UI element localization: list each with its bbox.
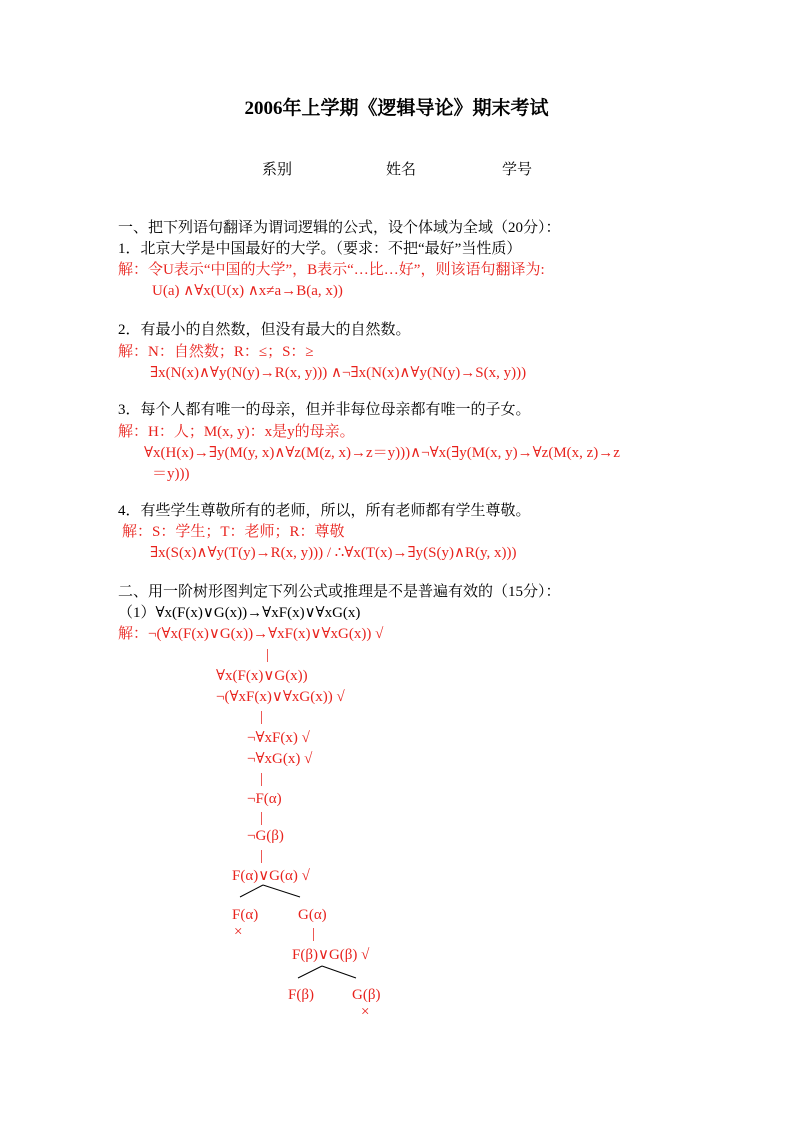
q4-question: 4．有些学生尊敬所有的老师，所以，所有老师都有学生尊敬。 (118, 503, 531, 519)
tree-node: ¬∀xG(x) √ (247, 751, 313, 767)
tree-node: ¬(∀xF(x)∨∀xG(x)) √ (216, 689, 345, 705)
branch-line-right (322, 966, 356, 978)
tree-root: 解：¬(∀x(F(x)∨G(x))→∀xF(x)∨∀xG(x)) √ (118, 626, 384, 642)
tree-branch-right: G(α) (298, 907, 327, 923)
tree-node: ¬F(α) (247, 791, 282, 807)
section2-heading: 二、用一阶树形图判定下列公式或推理是不是普遍有效的（15分）： (118, 584, 561, 600)
tree-node: F(β)∨G(β) √ (292, 947, 370, 963)
tree-branch-left: F(β) (288, 987, 314, 1003)
dept-label: 系别 (262, 162, 293, 178)
branch-closed-mark: × (234, 924, 243, 940)
tree-bar: | (260, 771, 264, 787)
branch-line-left (240, 885, 263, 897)
tree-bar: | (260, 709, 264, 725)
name-label: 姓名 (386, 162, 417, 178)
tree-branch-right: G(β) (352, 987, 381, 1003)
tree-node: ∀x(F(x)∨G(x)) (216, 668, 308, 684)
q2-question: 2．有最小的自然数，但没有最大的自然数。 (118, 322, 411, 338)
tree-bar: | (260, 848, 264, 864)
tree-node: ¬G(β) (247, 828, 284, 844)
branch-closed-mark: × (361, 1004, 370, 1020)
tree-node: ¬∀xF(x) √ (247, 730, 310, 746)
q3-formula-cont: ＝y))) (152, 466, 190, 482)
tree-branch-left: F(α) (232, 907, 259, 923)
s2-q1: （1）∀x(F(x)∨G(x))→∀xF(x)∨∀xG(x) (118, 605, 361, 621)
tree-node: F(α)∨G(α) √ (232, 868, 310, 884)
q3-answer: 解：H：人；M(x, y)：x是y的母亲。 (118, 424, 355, 440)
q4-formula: ∃x(S(x)∧∀y(T(y)→R(x, y))) / ∴∀x(T(x)→∃y(S(y)∧R(y, x))) (150, 545, 517, 561)
q1-question: 1．北京大学是中国最好的大学。（要求：不把“最好”当性质） (118, 241, 522, 257)
q2-formula: ∃x(N(x)∧∀y(N(y)→R(x, y))) ∧¬∃x(N(x)∧∀y(N(y)→S(x, y))) (150, 365, 527, 381)
q1-formula: U(a) ∧∀x(U(x) ∧x≠a→B(a, x)) (152, 283, 343, 299)
tree-bar: | (260, 810, 264, 826)
student-id-label: 学号 (502, 162, 533, 178)
branch-line-right (263, 885, 300, 897)
q3-formula: ∀x(H(x)→∃y(M(y, x)∧∀z(M(z, x)→z＝y)))∧¬∀x(∃y(M(x, y)→∀z(M(x, z)→z (144, 445, 620, 461)
page-title: 2006年上学期《逻辑导论》期末考试 (244, 98, 549, 119)
section1-heading: 一、把下列语句翻译为谓词逻辑的公式，设个体域为全域（20分）： (118, 220, 561, 236)
q4-answer: 解：S：学生；T：老师；R：尊敬 (122, 524, 345, 540)
branch-line-left (298, 966, 322, 978)
q3-question: 3．每个人都有唯一的母亲，但并非每位母亲都有唯一的子女。 (118, 402, 531, 418)
q1-answer: 解：令U表示“中国的大学”，B表示“…比…好”，则该语句翻译为: (118, 262, 545, 278)
tree-bar: | (312, 926, 316, 942)
q2-answer: 解：N：自然数；R：≤；S：≥ (118, 344, 314, 360)
tree-bar: | (266, 647, 270, 663)
